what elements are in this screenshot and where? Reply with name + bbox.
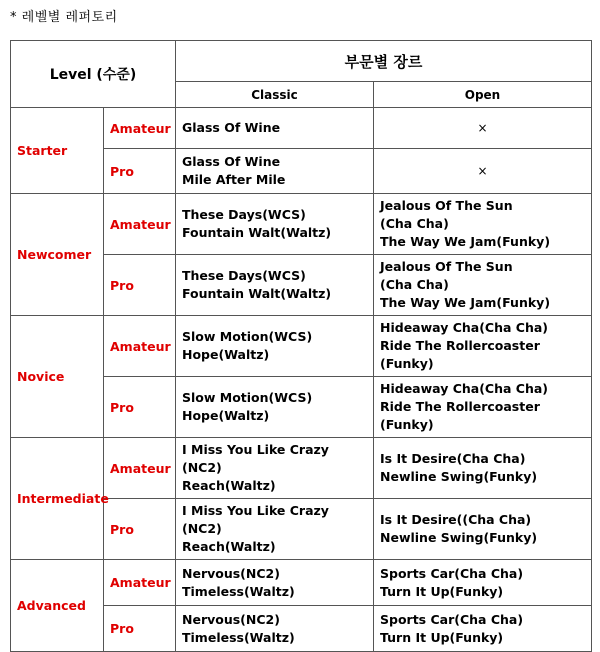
sublevel-name: Pro [104,499,176,560]
classic-cell [176,149,374,194]
table-row [11,194,592,255]
repertoire-table [10,40,592,652]
song-line: Turn It Up(Funky) [380,583,504,599]
classic-cell [176,560,374,606]
sublevel-name: Amateur [104,316,176,377]
song-line: Hope(Waltz) [182,347,270,362]
song-line: Slow Motion(WCS) [182,390,313,405]
section-heading: * 레벨별 레퍼토리 [10,10,118,25]
song-line: Sports Car(Cha Cha) [380,611,524,627]
header-open: Open [374,82,592,108]
song-line: Turn It Up(Funky) [380,629,504,645]
header-level: Level (수준) [11,41,176,108]
level-name: Starter [11,108,104,194]
song-line: Sports Car(Cha Cha) [380,565,524,581]
song-line: Ride The Rollercoaster [380,338,540,353]
song-line: Glass Of Wine [182,120,281,135]
sublevel-name: Amateur [104,194,176,255]
open-cell [374,316,592,377]
classic-cell [176,194,374,255]
song-line: Jealous Of The Sun [380,198,513,213]
song-line: Mile After Mile [182,172,286,187]
song-line: × [477,121,488,135]
classic-cell [176,606,374,652]
song-line: These Days(WCS) [182,268,306,283]
open-cell [374,194,592,255]
sublevel-name: Pro [104,255,176,316]
song-line: Fountain Walt(Waltz) [182,225,332,240]
song-line: (Cha Cha) [380,216,449,231]
song-line: (NC2) [182,521,222,536]
sublevel-name: Pro [104,149,176,194]
song-line: Hope(Waltz) [182,408,270,423]
song-line: I Miss You Like Crazy [182,503,329,518]
level-name: Intermediate [11,438,104,560]
table-row [11,108,592,149]
song-line: Reach(Waltz) [182,478,276,493]
song-line: The Way We Jam(Funky) [380,234,551,249]
song-line: Hideaway Cha(Cha Cha) [380,381,549,396]
level-name: Newcomer [11,194,104,316]
table-row [11,316,592,377]
song-line: (Cha Cha) [380,277,449,292]
classic-cell [176,499,374,560]
open-cell [374,438,592,499]
song-line: I Miss You Like Crazy [182,442,329,457]
table-row [11,560,592,606]
song-line: Ride The Rollercoaster [380,399,540,414]
table-row [11,438,592,499]
classic-cell [176,108,374,149]
song-line: Timeless(Waltz) [182,629,295,645]
song-line: Glass Of Wine [182,154,281,169]
song-line: Nervous(NC2) [182,611,280,627]
classic-cell [176,377,374,438]
classic-cell [176,316,374,377]
sublevel-name: Amateur [104,108,176,149]
sublevel-name: Pro [104,377,176,438]
song-line: These Days(WCS) [182,207,306,222]
sublevel-name: Amateur [104,438,176,499]
song-line: Nervous(NC2) [182,565,280,581]
song-line: (Funky) [380,417,434,432]
song-line: Hideaway Cha(Cha Cha) [380,320,549,335]
open-cell [374,499,592,560]
open-cell [374,108,592,149]
song-line: (NC2) [182,460,222,475]
sublevel-name: Amateur [104,560,176,606]
table-body [11,108,592,652]
song-line: × [477,164,488,178]
header-classic: Classic [176,82,374,108]
open-cell [374,377,592,438]
header-genre: 부문별 장르 [176,41,592,82]
song-line: (Funky) [380,356,434,371]
level-name: Advanced [11,560,104,652]
song-line: Timeless(Waltz) [182,583,295,599]
classic-cell [176,438,374,499]
open-cell [374,255,592,316]
song-line: Newline Swing(Funky) [380,530,538,545]
open-cell [374,560,592,606]
open-cell [374,606,592,652]
song-line: Fountain Walt(Waltz) [182,286,332,301]
song-line: Is It Desire(Cha Cha) [380,451,526,466]
song-line: Slow Motion(WCS) [182,329,313,344]
song-line: The Way We Jam(Funky) [380,295,551,310]
song-line: Jealous Of The Sun [380,259,513,274]
classic-cell [176,255,374,316]
song-line: Newline Swing(Funky) [380,469,538,484]
song-line: Reach(Waltz) [182,539,276,554]
open-cell [374,149,592,194]
level-name: Novice [11,316,104,438]
sublevel-name: Pro [104,606,176,652]
song-line: Is It Desire((Cha Cha) [380,512,532,527]
